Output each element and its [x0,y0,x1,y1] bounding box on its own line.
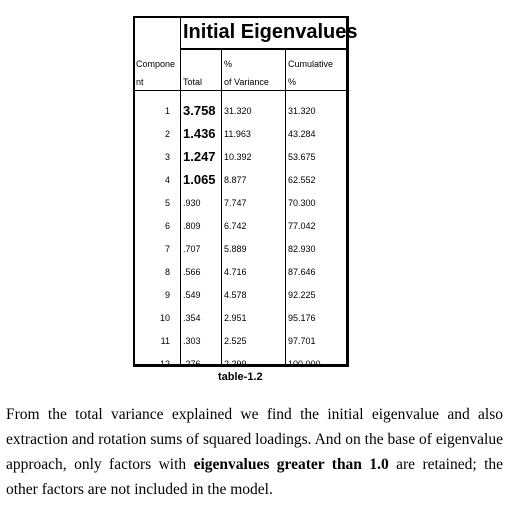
total-cell: .276 [183,359,201,369]
component-cell: 5 [164,198,170,208]
header-component: Compone [136,59,176,69]
table-row [135,309,346,332]
total-cell: .566 [183,267,201,277]
total-cell: .303 [183,336,201,346]
header-cumulative-cont: % [288,77,297,87]
percent-variance-cell: 5.889 [224,244,247,254]
table-row [135,102,346,125]
table-row [135,240,346,263]
table-row [135,286,346,309]
header-component-cont: nt [136,77,144,87]
cumulative-cell: 95.176 [288,313,316,323]
component-cell: 3 [164,152,170,162]
component-cell: 11 [160,336,170,346]
cumulative-cell: 97.701 [288,336,316,346]
cumulative-cell: 100.000 [288,359,321,369]
table-row [135,332,346,355]
paragraph-text-end: are retained; the other factors are not included in the model. [6,456,504,498]
table-row [135,148,346,171]
cumulative-cell: 31.320 [288,106,316,116]
cumulative-cell: 77.042 [288,221,316,231]
table-row [135,194,346,217]
total-cell: .930 [183,198,201,208]
header-percent: % [224,59,233,69]
eigenvalues-table [133,16,358,369]
percent-variance-cell: 4.716 [224,267,247,277]
table-caption: table-1.2 [218,371,263,383]
cumulative-cell: 92.225 [288,290,316,300]
percent-variance-cell: 8.877 [224,175,247,185]
total-cell: .549 [183,290,201,300]
table-title: Initial Eigenvalues [183,21,358,43]
table-row [135,125,346,148]
table-row [135,263,346,286]
total-cell: .809 [183,221,201,231]
component-cell: 7 [164,244,170,254]
component-cell: 10 [159,313,170,323]
total-cell: .707 [183,244,201,254]
component-cell: 6 [164,221,170,231]
body-paragraph [6,402,503,502]
percent-variance-cell: 31.320 [224,106,252,116]
component-cell: 4 [164,175,170,185]
paragraph-text: From the total variance explained we find the initial eigenvalue and also extraction and rotation sums of squared loadings. And on the base of eigenvalue approach, only factors with [6,406,503,473]
percent-variance-cell: 4.578 [224,290,247,300]
total-cell: 1.065 [183,172,216,187]
component-cell: 12 [159,359,170,369]
percent-variance-cell: 7.747 [224,198,247,208]
total-cell: 1.436 [183,126,216,141]
paragraph-emphasis: eigenvalues greater than 1.0 [193,456,389,473]
header-divider [135,90,346,91]
total-cell: .354 [183,313,201,323]
component-cell: 9 [164,290,170,300]
title-divider [180,48,346,50]
percent-variance-cell: 6.742 [224,221,247,231]
header-total: Total [183,77,203,87]
table-row [135,171,346,194]
total-cell: 3.758 [183,103,216,118]
total-cell: 1.247 [183,149,216,164]
percent-variance-cell: 2.299 [224,359,247,369]
table-row [135,217,346,240]
percent-variance-cell: 10.392 [224,152,252,162]
percent-variance-cell: 2.951 [224,313,247,323]
header-percent-cont: of Variance [224,77,269,87]
cumulative-cell: 82.930 [288,244,316,254]
cumulative-cell: 53.675 [288,152,316,162]
cumulative-cell: 43.284 [288,129,316,139]
percent-variance-cell: 11.963 [224,129,251,139]
percent-variance-cell: 2.525 [224,336,247,346]
component-cell: 8 [164,267,170,277]
cumulative-cell: 62.552 [288,175,316,185]
cumulative-cell: 87.646 [288,267,316,277]
header-cumulative: Cumulative [288,59,334,69]
component-cell: 1 [164,106,170,116]
component-cell: 2 [164,129,170,139]
cumulative-cell: 70.300 [288,198,316,208]
